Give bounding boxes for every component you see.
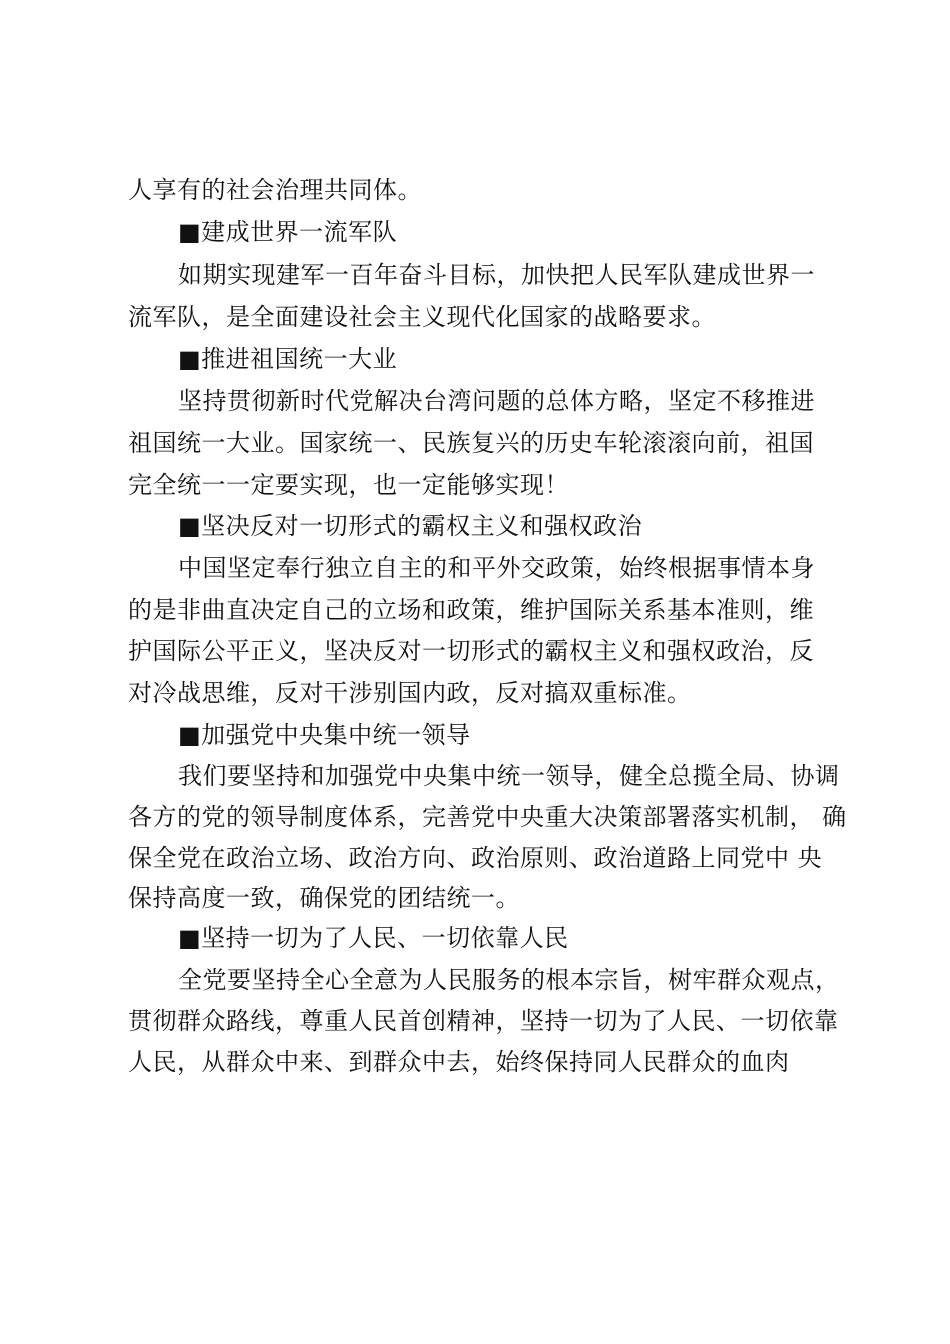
body-text-line: 保持高度一致，确保党的团结统一。: [128, 884, 520, 912]
section-heading-hegemony: ■坚决反对一切形式的霸权主义和强权政治: [178, 512, 643, 540]
body-text-line: 我们要坚持和加强党中央集中统一领导，健全总揽全局、协调: [178, 762, 840, 790]
body-text-line: 的是非曲直决定自己的立场和政策，维护国际关系基本准则，维: [128, 596, 814, 624]
body-text-line: 保全党在政治立场、政治方向、政治原则、政治道路上同党中 央: [128, 844, 823, 872]
body-text-line: 贯彻群众路线，尊重人民首创精神，坚持一切为了人民、一切依靠: [128, 1007, 839, 1035]
body-text-line: 中国坚定奉行独立自主的和平外交政策，始终根据事情本身: [178, 554, 815, 582]
body-text-line: 流军队，是全面建设社会主义现代化国家的战略要求。: [128, 303, 716, 331]
body-text-line: 完全统一一定要实现，也一定能够实现！: [128, 471, 569, 499]
section-heading-army: ■建成世界一流军队: [178, 218, 398, 246]
section-heading-people: ■坚持一切为了人民、一切依靠人民: [178, 924, 569, 952]
body-text-line: 如期实现建军一百年奋斗目标，加快把人民军队建成世界一: [178, 261, 815, 289]
section-heading-reunification: ■推进祖国统一大业: [178, 345, 398, 373]
body-text-line: 护国际公平正义，坚决反对一切形式的霸权主义和强权政治，反: [128, 637, 814, 665]
body-text-line: 人享有的社会治理共同体。: [128, 176, 422, 204]
body-text-line: 坚持贯彻新时代党解决台湾问题的总体方略，坚定不移推进: [178, 387, 815, 415]
body-text-line: 人民，从群众中来、到群众中去，始终保持同人民群众的血肉: [128, 1048, 790, 1076]
body-text-line: 对冷战思维，反对干涉别国内政，反对搞双重标准。: [128, 679, 692, 707]
body-text-line: 各方的党的领导制度体系，完善党中央重大决策部署落实机制， 确: [128, 803, 847, 831]
section-heading-leadership: ■加强党中央集中统一领导: [178, 721, 471, 749]
body-text-line: 全党要坚持全心全意为人民服务的根本宗旨，树牢群众观点，: [178, 966, 840, 994]
body-text-line: 祖国统一大业。国家统一、民族复兴的历史车轮滚滚向前，祖国: [128, 429, 814, 457]
